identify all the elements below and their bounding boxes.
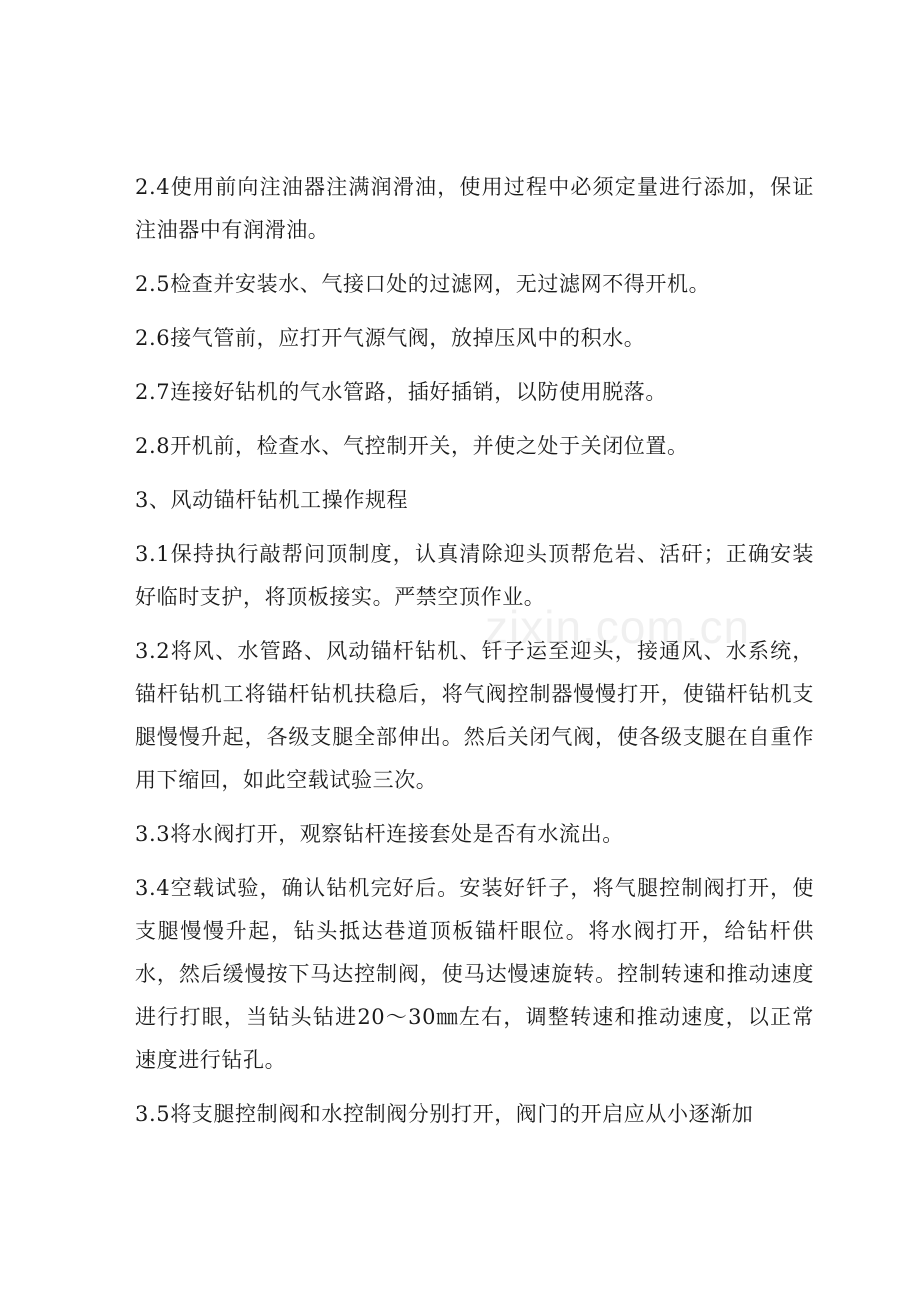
paragraph-3-1: 3.1保持执行敲帮问顶制度，认真清除迎头顶帮危岩、活矸；正确安装好临时支护，将顶板接实。严禁空顶作业。 [135, 542, 814, 609]
paragraph-2-5: 2.5检查并安装水、气接口处的过滤网，无过滤网不得开机。 [135, 272, 711, 296]
paragraph-2-7: 2.7连接好钻机的气水管路，插好插销，以防使用脱落。 [135, 380, 667, 404]
paragraph-3-3: 3.3将水阀打开，观察钻杆连接套处是否有水流出。 [135, 822, 624, 846]
document-body [124, 166, 814, 1147]
paragraph-2-8: 2.8开机前，检查水、气控制开关，并使之处于关闭位置。 [135, 434, 689, 458]
paragraph-2-4: 2.4使用前向注油器注满润滑油，使用过程中必须定量进行添加，保证注油器中有润滑油。 [135, 175, 814, 242]
paragraph-3-5: 3.5将支腿控制阀和水控制阀分别打开，阀门的开启应从小逐渐加 [135, 1102, 754, 1126]
paragraph-2-6: 2.6接气管前，应打开气源气阀，放掉压风中的积水。 [135, 326, 646, 350]
paragraph-3-2: 3.2将风、水管路、风动锚杆钻机、钎子运至迎头，接通风、水系统，锚杆钻机工将锚杆钻机扶稳后，将气阀控制器慢慢打开，使锚杆钻机支腿慢慢升起，各级支腿全部伸出。然后关闭气阀，使各级支腿在自重作用下缩回，如此空载试验三次。 [135, 639, 814, 792]
watermark: zixin.com.cn [485, 601, 751, 653]
section-heading-3: 3、风动锚杆钻机工操作规程 [135, 488, 409, 512]
paragraph-3-4: 3.4空载试验，确认钻机完好后。安装好钎子，将气腿控制阀打开，使支腿慢慢升起，钻头抵达巷道顶板锚杆眼位。将水阀打开，给钻杆供水，然后缓慢按下马达控制阀，使马达慢速旋转。控制转速和推动速度进行打眼，当钻头钻进20～30㎜左右，调整转速和推动速度，以正常速度进行钻孔。 [135, 876, 814, 1072]
